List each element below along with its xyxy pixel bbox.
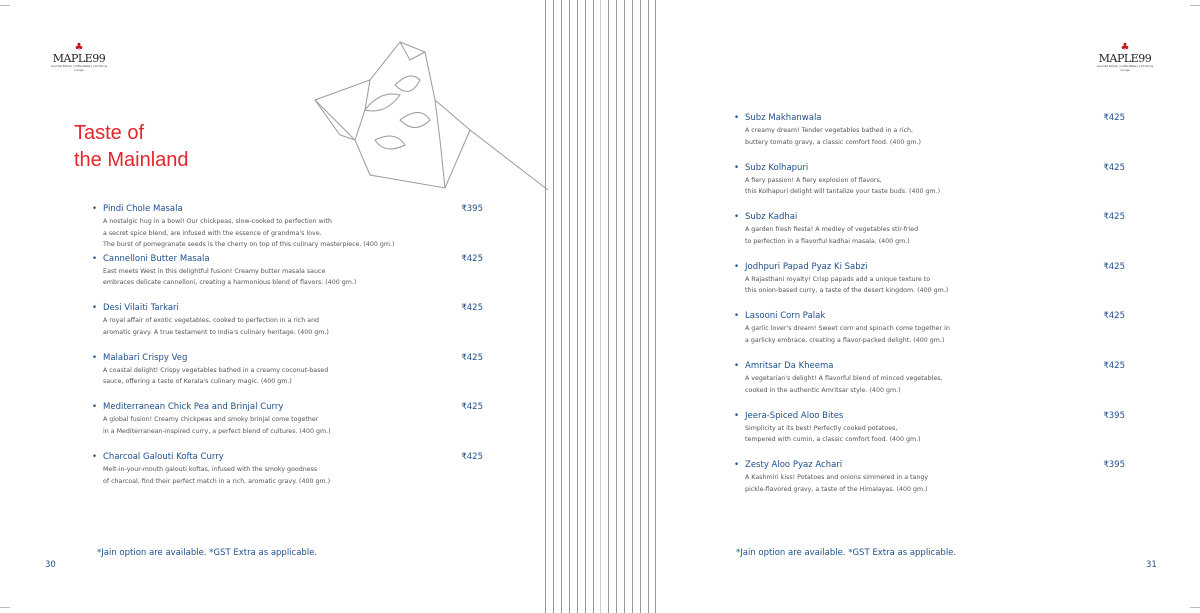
item-description	[103, 365, 483, 388]
description-line: The burst of pomegranate seeds is the cherry on top of this culinary masterpiece. (400 gm.)	[103, 241, 395, 248]
description-line: of charcoal, find their perfect match in a rich, aromatic gravy. (400 gm.)	[103, 477, 331, 485]
description-line: A creamy dream! Tender vegetables bathed in a rich,	[745, 127, 914, 134]
brand-logo	[48, 43, 110, 73]
menu-item	[745, 459, 1125, 495]
description-line: in a Mediterranean-inspired curry, a perfect blend of cultures. (400 gm.)	[103, 427, 331, 435]
description-line: cooked in the authentic Amritsar style. (400 gm.)	[745, 386, 901, 394]
page-number: 31	[1146, 560, 1157, 570]
footer-note: *Jain option are available. *GST Extra as applicable.	[736, 548, 957, 558]
item-description	[103, 414, 483, 437]
page-number: 30	[45, 560, 56, 570]
description-line: sauce, offering a taste of Kerala's culinary magic. (400 gm.)	[103, 378, 292, 386]
item-name: • Subz Kolhapuri	[745, 162, 1125, 174]
item-price: ₹425	[1103, 261, 1125, 272]
section-title	[74, 120, 189, 174]
description-line: A nostalgic hug in a bowl! Our chickpeas, slow-cooked to perfection with	[103, 218, 332, 225]
item-description	[745, 472, 1125, 495]
item-price: ₹425	[1103, 311, 1125, 322]
spine-line	[608, 0, 609, 613]
item-description	[745, 274, 1125, 297]
spine-line	[585, 0, 586, 613]
item-price: ₹425	[1103, 162, 1125, 173]
menu-item	[745, 162, 1125, 198]
item-description	[745, 224, 1125, 247]
description-line: aromatic gravy. A true testament to India's culinary heritage. (400 gm.)	[103, 328, 329, 336]
crop-mark	[0, 5, 10, 6]
item-description	[745, 323, 1125, 346]
description-line: A Rajasthani royalty! Crisp papads add a unique texture to	[745, 275, 931, 283]
spine-line	[616, 0, 617, 613]
item-price: ₹425	[461, 402, 483, 413]
description-line: A royal affair of exotic vegetables, cooked to perfection in a rich and	[103, 317, 320, 325]
item-price: ₹425	[1103, 361, 1125, 371]
spine-line	[593, 0, 594, 613]
description-line: this Kolhapuri delight will tantalize your taste buds. (400 gm.)	[745, 188, 941, 196]
menu-item	[103, 203, 483, 251]
description-line: A vegetarian's delight! A flavorful blend of minced vegetables,	[745, 375, 943, 382]
menu-item	[103, 302, 483, 338]
menu-item	[103, 253, 483, 289]
description-line: A Kashmiri kiss! Potatoes and onions simmered in a tangy	[745, 474, 929, 482]
right-page	[600, 0, 1200, 613]
item-description	[745, 175, 1125, 198]
item-description	[745, 125, 1125, 148]
spine-line	[624, 0, 625, 613]
item-description	[103, 216, 483, 251]
description-line: A garden fresh fiesta! A medley of vegetables stir-fried	[745, 226, 919, 234]
description-line: East meets West in this delightful fusion! Creamy butter masala sauce	[103, 267, 326, 275]
item-price: ₹395	[1103, 410, 1125, 421]
description-line: A global fusion! Creamy chickpeas and smoky brinjal come together	[103, 416, 319, 424]
description-line: to perfection in a flavorful kadhai masala. (400 gm.)	[745, 237, 910, 245]
item-description	[103, 315, 483, 338]
leaf-illustration	[310, 40, 550, 195]
spine-line	[600, 0, 601, 613]
spine-line	[632, 0, 633, 613]
menu-item	[745, 310, 1125, 346]
spine-line	[545, 0, 546, 613]
crop-mark	[1190, 5, 1200, 6]
item-name: • Subz Makhanwala	[745, 112, 1125, 124]
spine-line	[577, 0, 578, 613]
item-name: • Pindi Chole Masala	[103, 203, 483, 215]
description-line: pickle-flavored gravy, a taste of the Himalayas. (400 gm.)	[745, 485, 928, 493]
item-name: • Cannelloni Butter Masala	[103, 253, 483, 265]
spine-line	[655, 0, 656, 613]
spine-line	[553, 0, 554, 613]
item-price: ₹395	[461, 204, 483, 214]
logo-tagline: Gourmet Kitchen | Coffee Bakery | Art Dining Lounge	[1096, 65, 1154, 72]
description-line: A fiery passion! A fiery explosion of flavors,	[745, 176, 882, 184]
item-name: • Jodhpuri Papad Pyaz Ki Sabzi	[745, 261, 1125, 273]
item-description	[745, 373, 1125, 396]
logo-wordmark: MAPLE99	[1098, 52, 1152, 65]
item-description	[103, 266, 483, 289]
item-price: ₹425	[461, 352, 483, 363]
menu-item	[103, 352, 483, 388]
title-line-1: Taste of	[74, 122, 145, 144]
menu-item	[745, 211, 1125, 247]
item-price: ₹425	[1103, 212, 1125, 223]
menu-item	[103, 401, 483, 437]
description-line: buttery tomato gravy, a classic comfort food. (400 gm.)	[745, 138, 921, 146]
crop-mark	[0, 607, 10, 608]
item-name: • Amritsar Da Kheema	[745, 360, 1125, 372]
item-description	[103, 464, 483, 487]
item-name: • Subz Kadhai	[745, 211, 1125, 223]
menu-item	[745, 112, 1125, 148]
item-price: ₹425	[1103, 113, 1125, 123]
brand-logo	[1094, 43, 1156, 73]
spine-line	[569, 0, 570, 613]
description-line: tempered with cumin, a classic comfort food. (400 gm.)	[745, 436, 921, 444]
item-price: ₹425	[461, 253, 483, 264]
item-name: • Mediterranean Chick Pea and Brinjal Curry	[103, 401, 483, 413]
description-line: a secret spice blend, are infused with the essence of grandma's love.	[103, 229, 322, 237]
spine-line	[561, 0, 562, 613]
item-name: • Zesty Aloo Pyaz Achari	[745, 459, 1125, 471]
description-line: embraces delicate cannelloni, creating a harmonious blend of flavors. (400 gm.)	[103, 279, 357, 287]
item-name: • Lasooni Corn Palak	[745, 310, 1125, 322]
description-line: a garlicky embrace, creating a flavor-packed delight. (400 gm.)	[745, 336, 945, 344]
footer-note: *Jain option are available. *GST Extra as applicable.	[97, 548, 318, 558]
item-price: ₹425	[461, 452, 483, 462]
item-name: • Charcoal Galouti Kofta Curry	[103, 451, 483, 463]
menu-item	[745, 410, 1125, 446]
maple-leaf-icon: ♣	[74, 42, 84, 53]
maple-leaf-icon: ♣	[1120, 42, 1130, 53]
crop-mark	[1190, 607, 1200, 608]
item-description	[745, 423, 1125, 446]
description-line: this onion-based curry, a taste of the desert kingdom. (400 gm.)	[745, 287, 949, 295]
item-name: • Desi Vilaiti Tarkari	[103, 302, 483, 314]
logo-wordmark: MAPLE99	[52, 52, 106, 65]
spine-line	[648, 0, 649, 613]
description-line: A garlic lover's dream! Sweet corn and spinach come together in	[745, 325, 950, 333]
menu-item	[103, 451, 483, 487]
spine-line	[640, 0, 641, 613]
title-line-2: the Mainland	[74, 149, 189, 171]
logo-tagline: Gourmet Kitchen | Coffee Bakery | Art Dining Lounge	[50, 65, 108, 72]
item-name: • Jeera-Spiced Aloo Bites	[745, 410, 1125, 422]
item-name: • Malabari Crispy Veg	[103, 352, 483, 364]
menu-item	[745, 261, 1125, 297]
description-line: Simplicity at its best! Perfectly cooked potatoes,	[745, 424, 898, 432]
item-price: ₹425	[461, 303, 483, 314]
description-line: Melt-in-your-mouth galouti koftas, infused with the smoky goodness	[103, 466, 318, 473]
menu-item	[745, 360, 1125, 396]
item-price: ₹395	[1103, 460, 1125, 471]
description-line: A coastal delight! Crispy vegetables bathed in a creamy coconut-based	[103, 366, 329, 374]
